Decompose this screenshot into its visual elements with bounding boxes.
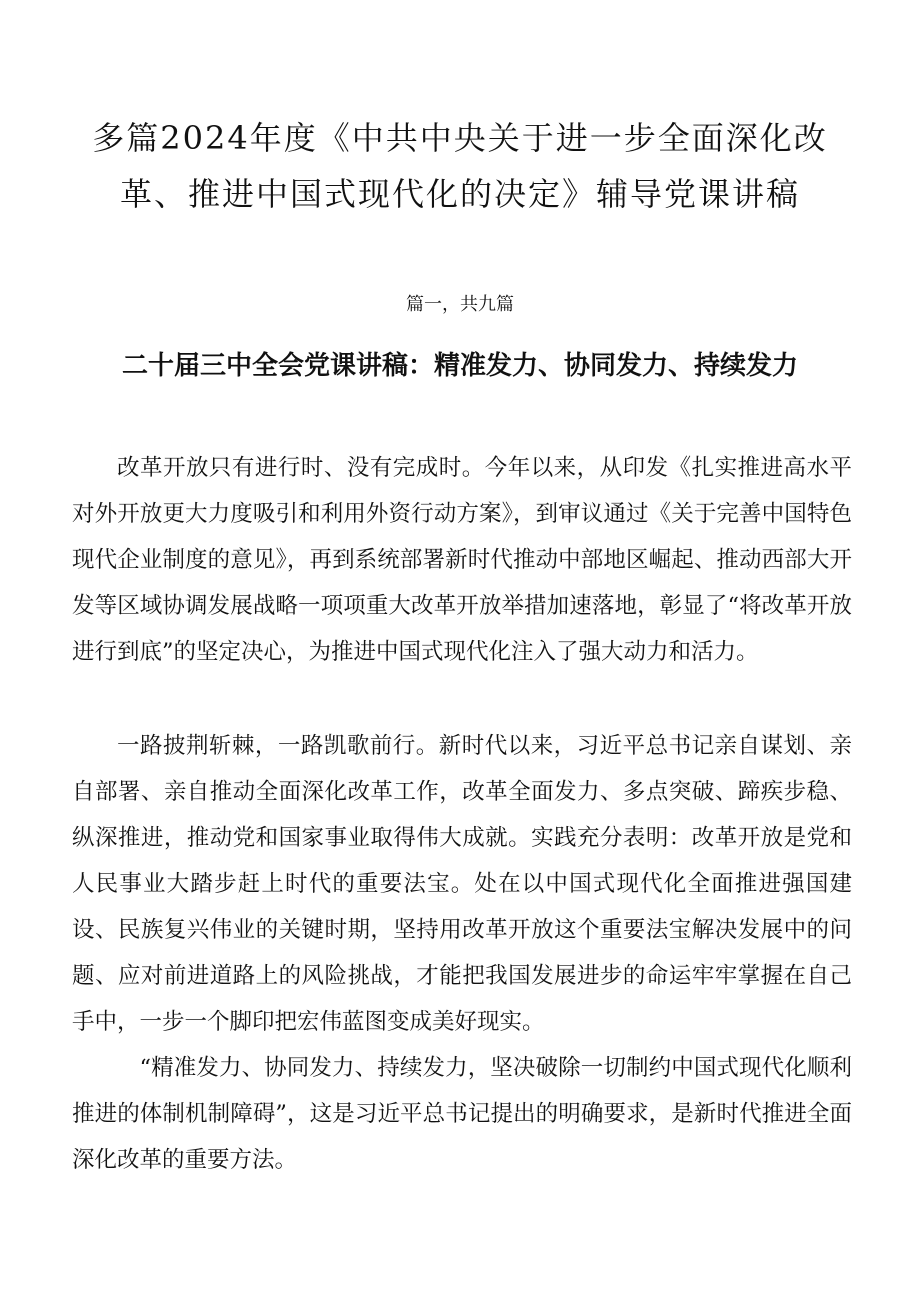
part-label: 篇一，共九篇 — [406, 294, 514, 315]
section-title: 二十届三中全会党课讲稿：精准发力、协同发力、持续发力 — [121, 351, 798, 381]
body-paragraph: 改革开放只有进行时、没有完成时。今年以来，从印发《扎实推进高水平对外开放更大力度吸引和利用外资行动方案》，到审议通过《关于完善中国特色现代企业制度的意见》，再到系统部署新时代推动中部地区崛起、推动西部大开发等区域协调发展战略一项项重大改革开放举措加速落地，彰显了“将改革开放进行到底”的坚定决心，为推进中国式现代化注入了强大动力和活力。 — [72, 455, 852, 665]
document-title: 多篇2024年度《中共中央关于进一步全面深化改革、推进中国式现代化的决定》辅导党课讲稿 — [92, 119, 828, 213]
body-paragraph: “精准发力、协同发力、持续发力，坚决破除一切制约中国式现代化顺利推进的体制机制障碍”，这是习近平总书记提出的明确要求，是新时代推进全面深化改革的重要方法。 — [72, 1055, 852, 1173]
body-paragraph: 一路披荆斩棘，一路凯歌前行。新时代以来，习近平总书记亲自谋划、亲自部署、亲自推动全面深化改革工作，改革全面发力、多点突破、蹄疾步稳、纵深推进，推动党和国家事业取得伟大成就。实践充分表明：改革开放是党和人民事业大踏步赶上时代的重要法宝。处在以中国式现代化全面推进强国建设、民族复兴伟业的关键时期，坚持用改革开放这个重要法宝解决发展中的问题、应对前进道路上的风险挑战，才能把我国发展进步的命运牢牢掌握在自己手中，一步一个脚印把宏伟蓝图变成美好现实。 — [72, 733, 852, 1035]
